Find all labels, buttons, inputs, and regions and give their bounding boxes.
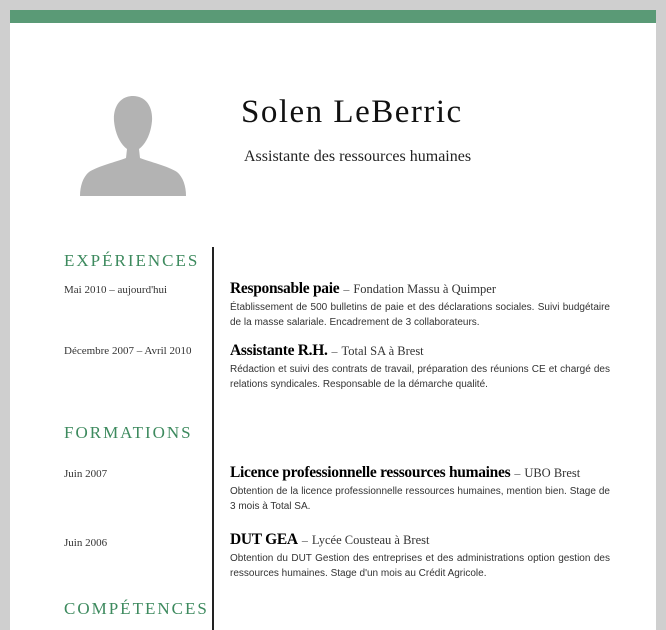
- experience-separator: –: [343, 282, 350, 296]
- section-title-competences: COMPÉTENCES: [64, 599, 209, 618]
- experience-description: Établissement de 500 bulletins de paie et des déclarations sociales. Suivi budgétaire de la masse salariale. Encadrement de 3 collaborateurs.: [230, 302, 610, 328]
- experience-entry: [230, 279, 610, 330]
- experience-heading: [230, 341, 610, 361]
- experience-place: Total SA à Brest: [341, 344, 424, 358]
- experience-description: Rédaction et suivi des contrats de travail, préparation des réunions CE et chargé des relations syndicales. Responsable de la démarche qualité.: [230, 364, 610, 390]
- formation-date: Juin 2006: [64, 537, 108, 549]
- section-title-formations: FORMATIONS: [64, 423, 193, 442]
- candidate-name: Solen LeBerric: [241, 94, 463, 130]
- formation-heading: [230, 530, 610, 550]
- formation-separator: –: [514, 466, 521, 480]
- formation-place: Lycée Cousteau à Brest: [311, 533, 430, 547]
- formation-heading: [230, 463, 610, 483]
- formation-description: Obtention de la licence professionnelle ressources humaines, mention bien. Stage de 3 mois à Total SA.: [230, 486, 610, 512]
- formation-description: Obtention du DUT Gestion des entreprises et des administrations option gestion des ressources humaines. Stage d'un mois au Crédit Agricole.: [230, 553, 610, 579]
- experience-place: Fondation Massu à Quimper: [353, 282, 497, 296]
- experience-date: Mai 2010 – aujourd'hui: [64, 284, 168, 296]
- experience-title: Assistante R.H.: [230, 342, 328, 359]
- formation-entry: [230, 530, 610, 581]
- experience-entry: [230, 341, 610, 392]
- formation-place: UBO Brest: [524, 466, 581, 480]
- vertical-divider: [212, 247, 214, 630]
- experience-heading: [230, 279, 610, 299]
- formation-title: DUT GEA: [230, 531, 298, 548]
- profile-avatar-icon: [76, 88, 190, 196]
- section-title-experiences: EXPÉRIENCES: [64, 251, 200, 270]
- top-accent-bar: [10, 10, 656, 23]
- resume-page: [10, 10, 656, 630]
- formation-entry: [230, 463, 610, 514]
- formation-title: Licence professionnelle ressources humaines: [230, 464, 511, 481]
- experience-title: Responsable paie: [230, 280, 340, 297]
- formation-separator: –: [301, 533, 308, 547]
- experience-date: Décembre 2007 – Avril 2010: [64, 345, 192, 357]
- candidate-job-title: Assistante des ressources humaines: [244, 148, 472, 165]
- experience-separator: –: [331, 344, 338, 358]
- formation-date: Juin 2007: [64, 468, 108, 480]
